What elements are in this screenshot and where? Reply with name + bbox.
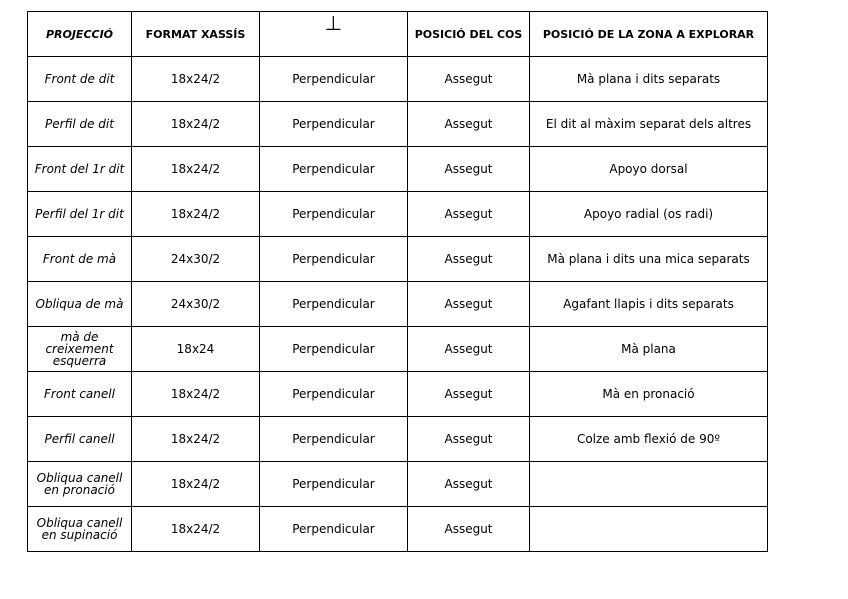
cell-projeccio: Front de mà [28, 237, 132, 282]
cell-format: 24x30/2 [132, 237, 260, 282]
cell-format: 18x24/2 [132, 57, 260, 102]
table-row [28, 147, 768, 192]
cell-format: 18x24/2 [132, 372, 260, 417]
cell-angle: Perpendicular [260, 327, 408, 372]
cell-posicio-cos: Assegut [408, 462, 530, 507]
table-row [28, 327, 768, 372]
cell-format: 18x24/2 [132, 462, 260, 507]
header-row [28, 12, 768, 57]
cell-format: 18x24/2 [132, 147, 260, 192]
cell-format: 18x24 [132, 327, 260, 372]
cell-posicio-zona: Mà plana i dits separats [530, 57, 768, 102]
cell-posicio-zona: Mà plana [530, 327, 768, 372]
cell-posicio-cos: Assegut [408, 102, 530, 147]
cell-projeccio: Perfil canell [28, 417, 132, 462]
cell-projeccio: Front del 1r dit [28, 147, 132, 192]
cell-projeccio: Perfil del 1r dit [28, 192, 132, 237]
cell-posicio-cos: Assegut [408, 507, 530, 552]
cell-posicio-cos: Assegut [408, 327, 530, 372]
table-row [28, 507, 768, 552]
projections-table [27, 11, 768, 552]
cell-posicio-zona: Mà plana i dits una mica separats [530, 237, 768, 282]
cell-angle: Perpendicular [260, 192, 408, 237]
header-posicio-zona: POSICIÓ DE LA ZONA A EXPLORAR [530, 12, 768, 57]
cell-posicio-cos: Assegut [408, 372, 530, 417]
cell-format: 18x24/2 [132, 102, 260, 147]
cell-format: 18x24/2 [132, 192, 260, 237]
cell-posicio-zona: Apoyo radial (os radi) [530, 192, 768, 237]
table-row [28, 372, 768, 417]
table-row [28, 57, 768, 102]
header-perpendicular-symbol: ⊥ [260, 12, 408, 57]
table-row [28, 282, 768, 327]
cell-angle: Perpendicular [260, 372, 408, 417]
cell-angle: Perpendicular [260, 102, 408, 147]
cell-projeccio: Perfil de dit [28, 102, 132, 147]
cell-posicio-zona: Colze amb flexió de 90º [530, 417, 768, 462]
table-body [28, 57, 768, 552]
cell-projeccio: Obliqua canell en supinació [28, 507, 132, 552]
table-row [28, 102, 768, 147]
cell-projeccio: Front canell [28, 372, 132, 417]
table-row [28, 192, 768, 237]
cell-angle: Perpendicular [260, 462, 408, 507]
cell-angle: Perpendicular [260, 237, 408, 282]
header-format-xassis: FORMAT XASSÍS [132, 12, 260, 57]
cell-projeccio: mà de creixement esquerra [28, 327, 132, 372]
header-projeccio: PROJECCIÓ [28, 12, 132, 57]
cell-posicio-zona [530, 462, 768, 507]
cell-angle: Perpendicular [260, 417, 408, 462]
cell-projeccio: Obliqua canell en pronació [28, 462, 132, 507]
cell-posicio-cos: Assegut [408, 237, 530, 282]
cell-angle: Perpendicular [260, 147, 408, 192]
table-row [28, 417, 768, 462]
cell-angle: Perpendicular [260, 507, 408, 552]
cell-posicio-zona [530, 507, 768, 552]
cell-posicio-cos: Assegut [408, 282, 530, 327]
cell-angle: Perpendicular [260, 57, 408, 102]
cell-projeccio: Obliqua de mà [28, 282, 132, 327]
cell-angle: Perpendicular [260, 282, 408, 327]
cell-format: 18x24/2 [132, 507, 260, 552]
cell-posicio-zona: Mà en pronació [530, 372, 768, 417]
table-row [28, 462, 768, 507]
cell-posicio-cos: Assegut [408, 147, 530, 192]
cell-posicio-zona: El dit al màxim separat dels altres [530, 102, 768, 147]
table-row [28, 237, 768, 282]
cell-posicio-cos: Assegut [408, 57, 530, 102]
cell-format: 18x24/2 [132, 417, 260, 462]
cell-posicio-cos: Assegut [408, 192, 530, 237]
cell-posicio-cos: Assegut [408, 417, 530, 462]
cell-format: 24x30/2 [132, 282, 260, 327]
header-posicio-cos: POSICIÓ DEL COS [408, 12, 530, 57]
cell-posicio-zona: Agafant llapis i dits separats [530, 282, 768, 327]
cell-projeccio: Front de dit [28, 57, 132, 102]
cell-posicio-zona: Apoyo dorsal [530, 147, 768, 192]
